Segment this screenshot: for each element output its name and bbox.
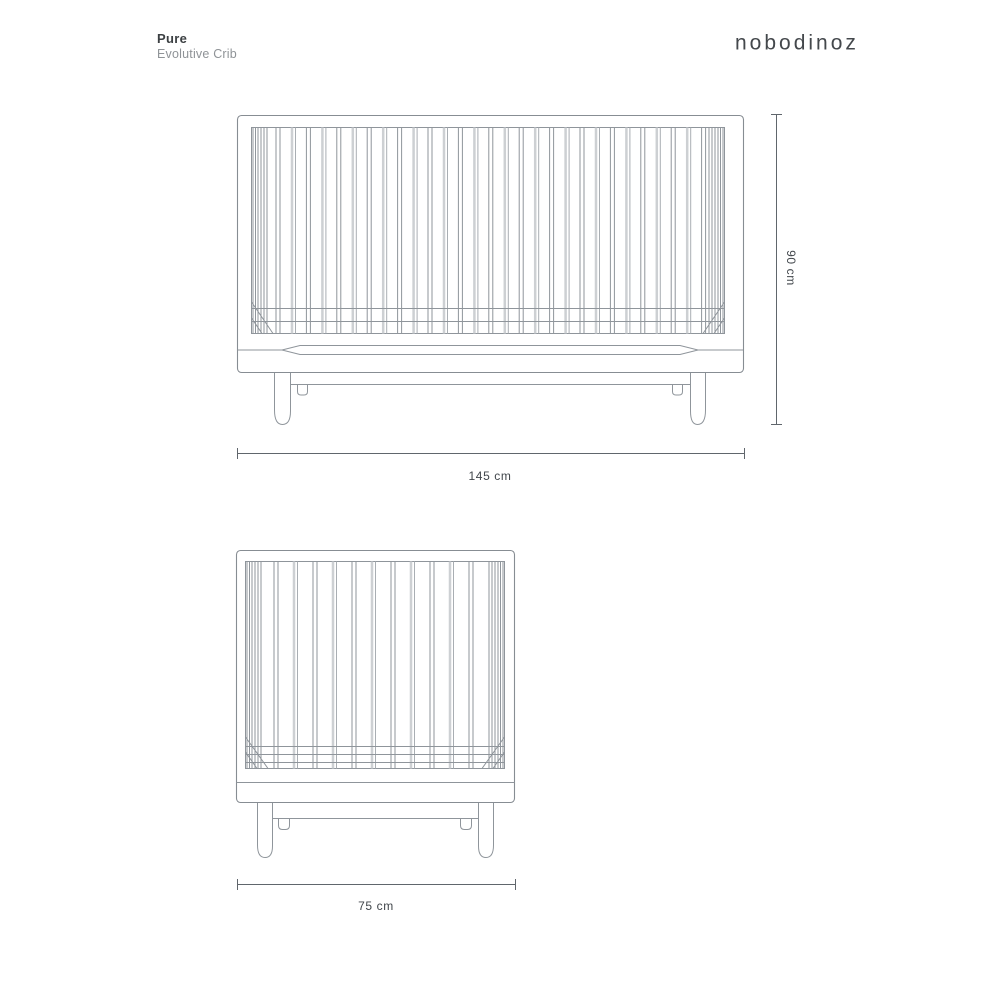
side-width-dimension: [238, 879, 516, 890]
side-slats: [247, 562, 503, 769]
side-left-leg: [258, 803, 273, 858]
front-height-dimension: [771, 115, 782, 425]
front-height-label: 90 cm: [784, 250, 798, 286]
product-subtitle: Evolutive Crib: [157, 47, 237, 61]
front-slats: [253, 128, 723, 334]
front-groove: [282, 346, 698, 355]
front-width-dimension: [238, 448, 745, 459]
front-width-label: 145 cm: [468, 469, 512, 483]
front-right-leg: [691, 373, 706, 425]
product-title: Pure: [157, 31, 188, 46]
brand-logo: nobodinoz: [735, 31, 859, 55]
side-view-drawing: [237, 551, 515, 858]
front-left-leg: [275, 373, 291, 425]
side-left-bracket: [279, 819, 290, 830]
side-right-leg: [479, 803, 494, 858]
front-right-bracket: [673, 385, 683, 396]
front-view-drawing: [238, 116, 744, 425]
side-right-bracket: [461, 819, 472, 830]
front-left-bracket: [298, 385, 308, 396]
side-depth-label: 75 cm: [358, 899, 394, 913]
